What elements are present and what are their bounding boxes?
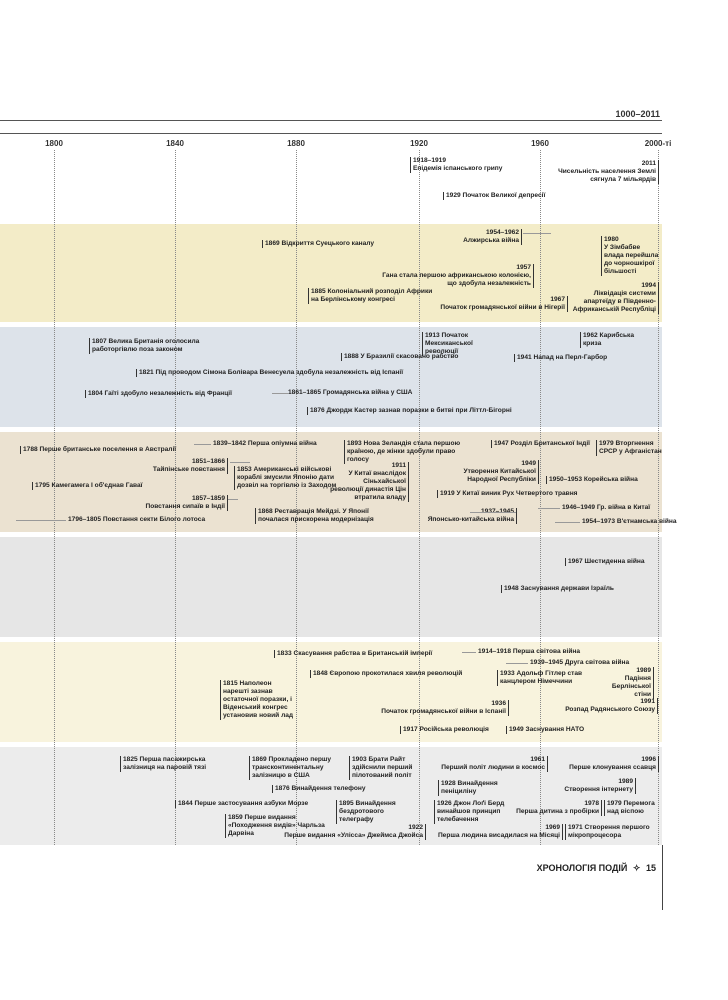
range-1954-1962 xyxy=(523,233,551,234)
date-range-label: 1000–2011 xyxy=(615,109,660,119)
event-year: 1996 xyxy=(641,756,656,763)
range-1839-1842 xyxy=(194,444,211,445)
event-1815-napoleon: 1815 Наполеон нарешті зазнав остаточної поразки, і Віденський конгрес установив новий лад xyxy=(220,680,295,720)
axis-label-1840: 1840 xyxy=(166,139,184,148)
range-1851-1866 xyxy=(230,462,250,463)
event-1971-microprocessor: 1971 Створення першого мікропроцесора xyxy=(565,824,662,840)
event-year: 1994 xyxy=(641,282,656,289)
event-1929-great-depression: 1929 Початок Великої депресії xyxy=(443,192,545,200)
event-1868-meiji: 1868 Реставрація Мейдзі. У Японії почалася прискорена модернізація xyxy=(255,508,382,524)
event-1885-berlin: 1885 Колоніальний розподіл Африки на Берлінському конгресі xyxy=(308,288,435,304)
event-1861-civil-war: 1861–1865 Громадянська війна у США xyxy=(288,389,413,396)
event-1947-india-partition: 1947 Розділ Британської Індії xyxy=(491,440,590,448)
event-2011-population xyxy=(552,160,659,184)
event-text: Чисельність населення Землі сягнула 7 мільярдів xyxy=(558,168,656,183)
event-1807-slave-trade: 1807 Велика Британія оголосила работоргівлю поза законом xyxy=(89,338,220,354)
event-1941-pearl-harbor: 1941 Напад на Перл-Гарбор xyxy=(514,354,607,362)
event-text: Алжирська війна xyxy=(463,237,519,244)
event-1825-railway: 1825 Перша пасажирська залізниця на паровій тязі xyxy=(120,756,219,772)
axis-rule xyxy=(0,133,662,134)
event-1928-penicillin: 1928 Винайдення пеніциліну xyxy=(438,780,507,796)
event-text: Перша людина висадилася на Місяці xyxy=(437,832,560,839)
event-year: 1954–1962 xyxy=(485,229,519,236)
event-text: Гана стала першою африканською колонією, що здобула незалежність xyxy=(382,272,531,287)
range-1946-1949 xyxy=(538,508,560,509)
event-1839-opium-war: 1839–1842 Перша опіумна війна xyxy=(213,440,317,447)
event-year: 1936 xyxy=(491,700,506,707)
page-edge-line xyxy=(662,845,663,910)
event-text: Утворення Китайської Народної Республіки xyxy=(463,468,536,483)
event-text: Японсько-китайська війна xyxy=(427,516,514,523)
diamond-icon: ✧ xyxy=(632,863,641,873)
event-1969-moon xyxy=(438,824,563,840)
event-1922-ulysses xyxy=(284,824,426,840)
event-1911-xinhai xyxy=(330,462,409,502)
range-1857-1859 xyxy=(228,499,238,500)
event-1978-ivf xyxy=(516,800,602,816)
event-1918-spanish-flu xyxy=(410,157,502,173)
section-title: ХРОНОЛОГІЯ ПОДІЙ xyxy=(536,863,628,873)
event-1876-custer: 1876 Джордж Кастер зазнав поразки в битві при Літтл-Бігорні xyxy=(307,407,512,415)
event-1957-ghana xyxy=(373,264,534,288)
event-1979-afghanistan: 1979 Вторгнення СРСР у Афганістан xyxy=(596,440,663,456)
range-1796-1805 xyxy=(16,520,66,521)
event-year: 1980 xyxy=(604,236,619,243)
axis-label-1960: 1960 xyxy=(531,139,549,148)
event-1989-internet xyxy=(564,778,636,794)
event-1989-berlin-wall xyxy=(601,667,654,699)
event-text: Перше видання «Улісса» Джеймса Джойса xyxy=(284,832,423,839)
event-text: Падіння Берлінської стіни xyxy=(611,675,651,698)
event-1821-bolivar: 1821 Під проводом Сімона Болівара Венесуела здобула незалежність від Іспанії xyxy=(136,369,403,377)
range-1914-1918 xyxy=(462,652,476,653)
event-year: 1922 xyxy=(408,824,423,831)
event-text: У Зімбабве влада перейшла до чорношкірої більшості xyxy=(604,244,659,275)
range-1939-1945 xyxy=(506,663,528,664)
event-1979-smallpox: 1979 Перемога над віспою xyxy=(604,800,665,816)
event-1936-spain xyxy=(381,700,509,716)
event-text: Тайпінське повстання xyxy=(152,466,225,473)
event-1859-darwin: 1859 Перше видання «Походження видів» Чарльза Дарвіна xyxy=(225,814,340,838)
event-year: 1967 xyxy=(550,296,565,303)
event-1833-slavery-abolition: 1833 Скасування рабства в Британській імперії xyxy=(274,650,432,658)
event-1939-ww2: 1939–1945 Друга світова війна xyxy=(530,659,630,666)
axis-label-1880: 1880 xyxy=(287,139,305,148)
event-1946-china-civil-war: 1946–1949 Гр. війна в Китаї xyxy=(562,504,651,511)
event-1949-nato: 1949 Заснування НАТО xyxy=(506,726,584,734)
event-1853-japan-trade: 1853 Американські військові кораблі змусили Японію дати дозвіл на торгівлю із Заходом xyxy=(234,466,347,490)
event-year: 1989 xyxy=(618,778,633,785)
event-1917-russian-revolution: 1917 Російська революція xyxy=(400,726,489,734)
event-1857-sepoy xyxy=(145,495,228,511)
event-1933-hitler: 1933 Адольф Гітлер став канцлером Німеччини xyxy=(497,670,590,686)
axis-label-2000: 2000-ті xyxy=(644,139,672,148)
event-year: 1978 xyxy=(584,800,599,807)
event-year: 1857–1859 xyxy=(191,495,225,502)
axis-label-1800: 1800 xyxy=(45,139,63,148)
event-text: Початок громадянської війни в Нігерії xyxy=(440,304,565,311)
event-1919-may-fourth: 1919 У Китаї виник Рух Четвертого травня xyxy=(437,490,578,498)
event-1967-six-day-war: 1967 Шестиденна війна xyxy=(565,558,645,566)
event-1913-mexico: 1913 Початок Мексиканської революції xyxy=(422,332,507,356)
event-year: 2011 xyxy=(641,160,656,167)
event-1949-prc xyxy=(460,460,539,484)
event-1876-telephone: 1876 Винайдення телефону xyxy=(272,785,366,793)
event-1851-taiping xyxy=(153,458,228,474)
event-text: Епідемія іспанського грипу xyxy=(413,165,503,172)
event-1926-television: 1926 Джон Лоґі Берд винайшов принцип телебачення xyxy=(434,800,521,824)
event-year: 1961 xyxy=(530,756,545,763)
range-1861-1865 xyxy=(272,393,288,394)
event-text: Створення інтернету xyxy=(564,786,633,793)
event-text: У Китаї внаслідок Сіньхайської революції династія Цін втратила владу xyxy=(330,470,406,501)
event-1914-ww1: 1914–1918 Перша світова війна xyxy=(478,648,581,655)
event-1796-white-lotus: 1796–1805 Повстання секти Білого лотоса xyxy=(68,516,206,523)
event-text: Повстання сипаїв в Індії xyxy=(145,503,225,510)
event-1994-apartheid xyxy=(564,282,659,314)
event-text: Перший політ людини в космос xyxy=(441,764,545,771)
event-1903-wright: 1903 Брати Райт здійснили перший пілотований політ xyxy=(349,756,418,780)
event-1848-revolutions: 1848 Європою прокотилася хвиля революцій xyxy=(310,670,462,678)
event-year: 1851–1866 xyxy=(191,458,225,465)
event-1980-zimbabwe xyxy=(601,236,660,276)
event-year: 1949 xyxy=(521,460,536,467)
event-1804-haiti: 1804 Гаїті здобуло незалежність від Франції xyxy=(85,390,232,398)
axis-label-1920: 1920 xyxy=(410,139,428,148)
event-year: 1918–1919 xyxy=(413,157,447,164)
top-rule xyxy=(0,120,662,121)
event-1795-hawaii: 1795 Камегамега І об'єднав Гаваї xyxy=(32,482,143,490)
event-year: 1989 xyxy=(636,667,651,674)
range-1937-1945 xyxy=(470,512,516,513)
event-year: 1957 xyxy=(516,264,531,271)
event-1788-australia: 1788 Перше британське поселення в Австралії xyxy=(20,446,176,454)
event-1991-ussr xyxy=(565,698,658,714)
event-1954-algeria xyxy=(463,229,522,245)
event-text: Ліквідація системи апартеїду в Південно-Африканській Республіці xyxy=(572,290,656,313)
range-1954-1973 xyxy=(555,522,580,523)
event-1893-new-zealand: 1893 Нова Зеландія стала першою країною, де жінки здобули право голосу xyxy=(344,440,477,464)
event-1950-korea: 1950–1953 Корейська війна xyxy=(546,476,638,484)
event-1888-brazil: 1888 У Бразилії скасовано рабство xyxy=(341,353,458,361)
event-1869-suez: 1869 Відкриття Суецького каналу xyxy=(262,240,374,248)
page-number: 15 xyxy=(645,863,656,873)
event-text: Розпад Радянського Союзу xyxy=(565,706,655,713)
event-1895-wireless: 1895 Винайдення бездротового телеграфу xyxy=(336,800,419,824)
event-1961-spaceflight xyxy=(441,756,548,772)
page-footer xyxy=(537,863,656,874)
event-year: 1911 xyxy=(391,462,406,469)
event-year: 1937–1945 xyxy=(480,508,514,515)
event-1869-transcontinental: 1869 Прокладено першу трансконтинентальну залізницю в США xyxy=(249,756,344,780)
event-1937-sino-japanese xyxy=(428,508,517,524)
gridline-1920 xyxy=(419,150,420,845)
event-text: Перше клонування ссавця xyxy=(569,764,656,771)
event-year: 1969 xyxy=(545,824,560,831)
event-text: Перша дитина з пробірки xyxy=(516,808,599,815)
event-1844-morse: 1844 Перше застосування азбуки Морзе xyxy=(175,800,308,808)
event-1996-cloning xyxy=(569,756,659,772)
gridline-1880 xyxy=(296,150,297,845)
event-1954-vietnam: 1954–1973 В'єтнамська війна xyxy=(582,518,677,525)
event-1962-cuba: 1962 Карибська криза xyxy=(580,332,647,348)
event-1948-israel: 1948 Заснування держави Ізраїль xyxy=(501,585,614,593)
event-year: 1991 xyxy=(640,698,655,705)
gridline-1800 xyxy=(54,150,55,845)
event-text: Початок громадянської війни в Іспанії xyxy=(381,708,506,715)
event-1967-nigeria xyxy=(440,296,568,312)
